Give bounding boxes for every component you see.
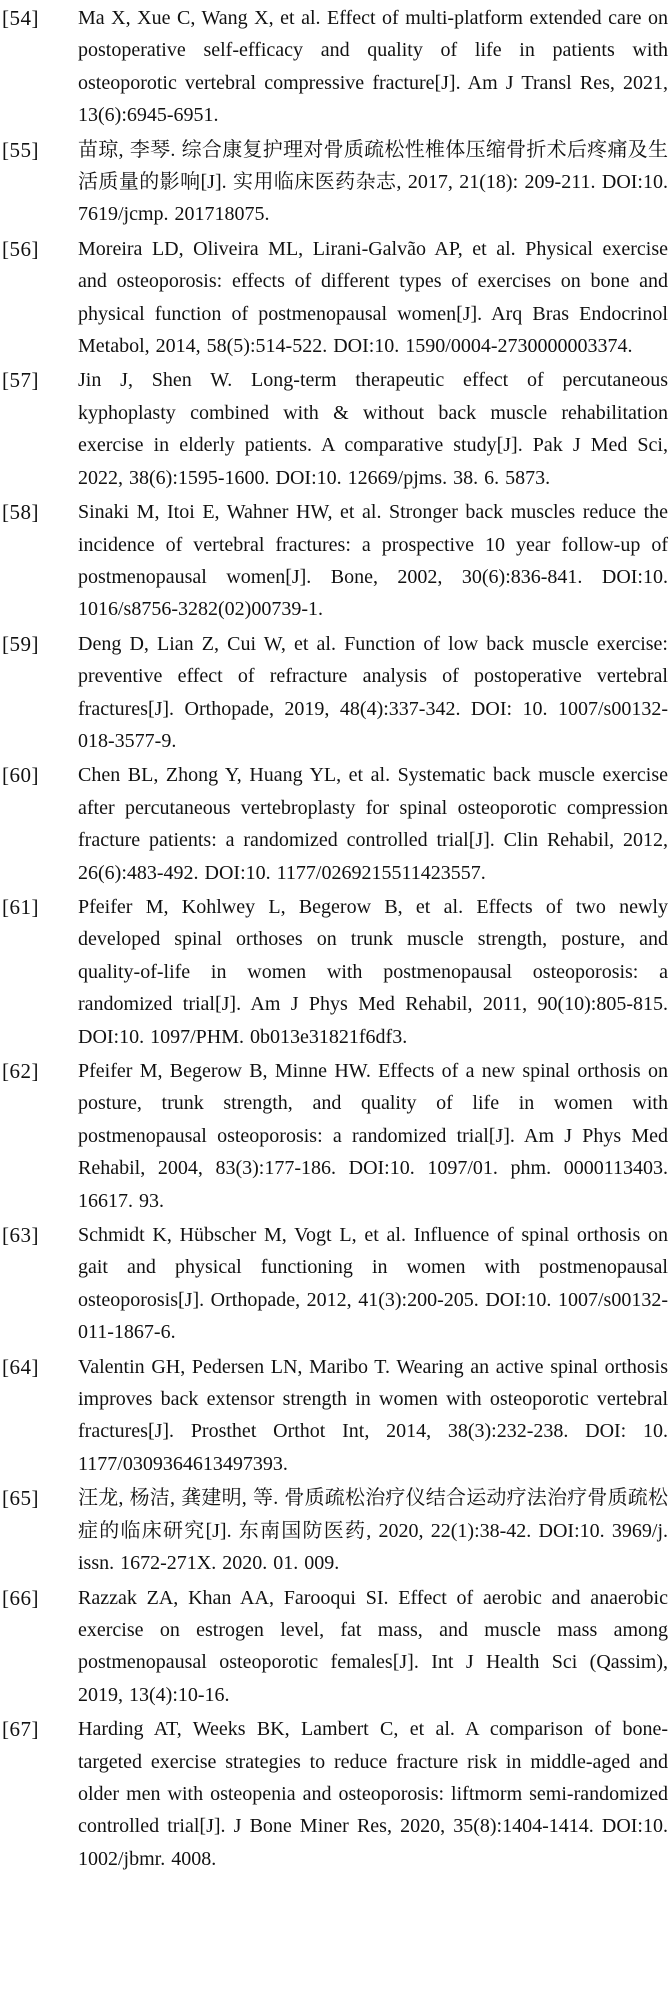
reference-item <box>0 891 672 1053</box>
reference-item <box>0 1219 672 1349</box>
reference-item <box>0 134 672 231</box>
reference-text: 汪龙, 杨洁, 龚建明, 等. 骨质疏松治疗仪结合运动疗法治疗骨质疏松症的临床研究[J]. 东南国防医药, 2020, 22(1):38-42. DOI:10. 3969/j. issn. 1672-271X. 2020. 01. 009. <box>78 1487 668 1575</box>
reference-item <box>0 2 672 132</box>
reference-text: Pfeifer M, Begerow B, Minne HW. Effects of a new spinal orthosis on posture, trunk strength, and quality of life in women with postmenopausal osteoporosis: a randomized trial[J]. Am J Phys Med Rehabil, 2004, 83(3):177-186. DOI:10. 1097/01. phm. 0000113403. 16617. 93. <box>78 1060 668 1212</box>
reference-number: [55] <box>2 137 39 162</box>
reference-text: Jin J, Shen W. Long-term therapeutic effect of percutaneous kyphoplasty combined with & without back muscle rehabilitation exercise in elderly patients. A comparative study[J]. Pak J Med Sci, 2022, 38(6):1595-1600. DOI:10. 12669/pjms. 38. 6. 5873. <box>78 369 668 489</box>
reference-text: Pfeifer M, Kohlwey L, Begerow B, et al. Effects of two newly developed spinal orthoses on trunk muscle strength, posture, and quality-of-life in women with postmenopausal osteoporosis: a randomized trial[J]. Am J Phys Med Rehabil, 2011, 90(10):805-815. DOI:10. 1097/PHM. 0b013e31821f6df3. <box>78 895 668 1048</box>
reference-number: [57] <box>2 368 39 393</box>
reference-text: Deng D, Lian Z, Cui W, et al. Function of low back muscle exercise: preventive effect of refracture analysis of postoperative vertebral fractures[J]. Orthopade, 2019, 48(4):337-342. DOI: 10. 1007/s00132-018-3577-9. <box>78 632 668 752</box>
reference-text: Schmidt K, Hübscher M, Vogt L, et al. Influence of spinal orthosis on gait and physical functioning in women with postmenopausal osteoporosis[J]. Orthopade, 2012, 41(3):200-205. DOI:10. 1007/s00132-011-1867-6. <box>78 1224 668 1344</box>
reference-text: Sinaki M, Itoi E, Wahner HW, et al. Stronger back muscles reduce the incidence of vertebral fractures: a prospective 10 year follow-up of postmenopausal women[J]. Bone, 2002, 30(6):836-841. DOI:10. 1016/s8756-3282(02)00739-1. <box>78 501 668 621</box>
reference-number: [65] <box>2 1486 39 1511</box>
reference-text: 苗琼, 李琴. 综合康复护理对骨质疏松性椎体压缩骨折术后疼痛及生活质量的影响[J]. 实用临床医药杂志, 2017, 21(18): 209-211. DOI:10. 7619/jcmp. 201718075. <box>78 138 668 226</box>
reference-number: [54] <box>2 6 39 30</box>
reference-number: [67] <box>2 1717 39 1742</box>
reference-item <box>0 364 672 494</box>
reference-item <box>0 1582 672 1712</box>
reference-text: Ma X, Xue C, Wang X, et al. Effect of multi-platform extended care on postoperative self-efficacy and quality of life in patients with osteoporotic vertebral compressive fracture[J]. Am J Transl Res, 2021, 13(6):6945-6951. <box>78 7 668 127</box>
reference-number: [66] <box>2 1585 39 1610</box>
reference-item <box>0 759 672 889</box>
reference-item <box>0 1351 672 1481</box>
reference-text: Razzak ZA, Khan AA, Farooqui SI. Effect of aerobic and anaerobic exercise on estrogen level, fat mass, and muscle mass among postmenopausal osteoporotic females[J]. Int J Health Sci (Qassim), 2019, 13(4):10-16. <box>78 1586 668 1706</box>
reference-item <box>0 1055 672 1217</box>
reference-number: [58] <box>2 500 39 525</box>
reference-number: [62] <box>2 1059 39 1083</box>
reference-text: Chen BL, Zhong Y, Huang YL, et al. Systematic back muscle exercise after percutaneous vertebroplasty for spinal osteoporotic compression fracture patients: a randomized controlled trial[J]. Clin Rehabil, 2012, 26(6):483-492. DOI:10. 1177/0269215511423557. <box>78 764 668 884</box>
reference-item <box>0 1713 672 1875</box>
reference-text: Valentin GH, Pedersen LN, Maribo T. Wearing an active spinal orthosis improves back extensor strength in women with osteoporotic vertebral fractures[J]. Prosthet Orthot Int, 2014, 38(3):232-238. DOI: 10. 1177/0309364613497393. <box>78 1355 668 1475</box>
reference-text: Harding AT, Weeks BK, Lambert C, et al. A comparison of bone-targeted exercise strategies to reduce fracture risk in middle-aged and older men with osteopenia and osteoporosis: liftmorm semi-randomized controlled trial[J]. J Bone Miner Res, 2020, 35(8):1404-1414. DOI:10. 1002/jbmr. 4008. <box>78 1718 668 1870</box>
reference-number: [59] <box>2 631 39 656</box>
reference-item <box>0 233 672 363</box>
reference-item <box>0 496 672 626</box>
reference-text: Moreira LD, Oliveira ML, Lirani-Galvão AP, et al. Physical exercise and osteoporosis: effects of different types of exercises on bone and physical function of postmenopausal women[J]. Arq Bras Endocrinol Metabol, 2014, 58(5):514-522. DOI:10. 1590/0004-2730000003374. <box>78 237 668 358</box>
reference-list <box>0 2 672 1877</box>
reference-number: [60] <box>2 763 39 788</box>
reference-number: [56] <box>2 236 39 261</box>
reference-number: [63] <box>2 1223 39 1248</box>
reference-item <box>0 628 672 758</box>
reference-number: [64] <box>2 1354 39 1379</box>
reference-number: [61] <box>2 894 39 919</box>
reference-item <box>0 1482 672 1579</box>
